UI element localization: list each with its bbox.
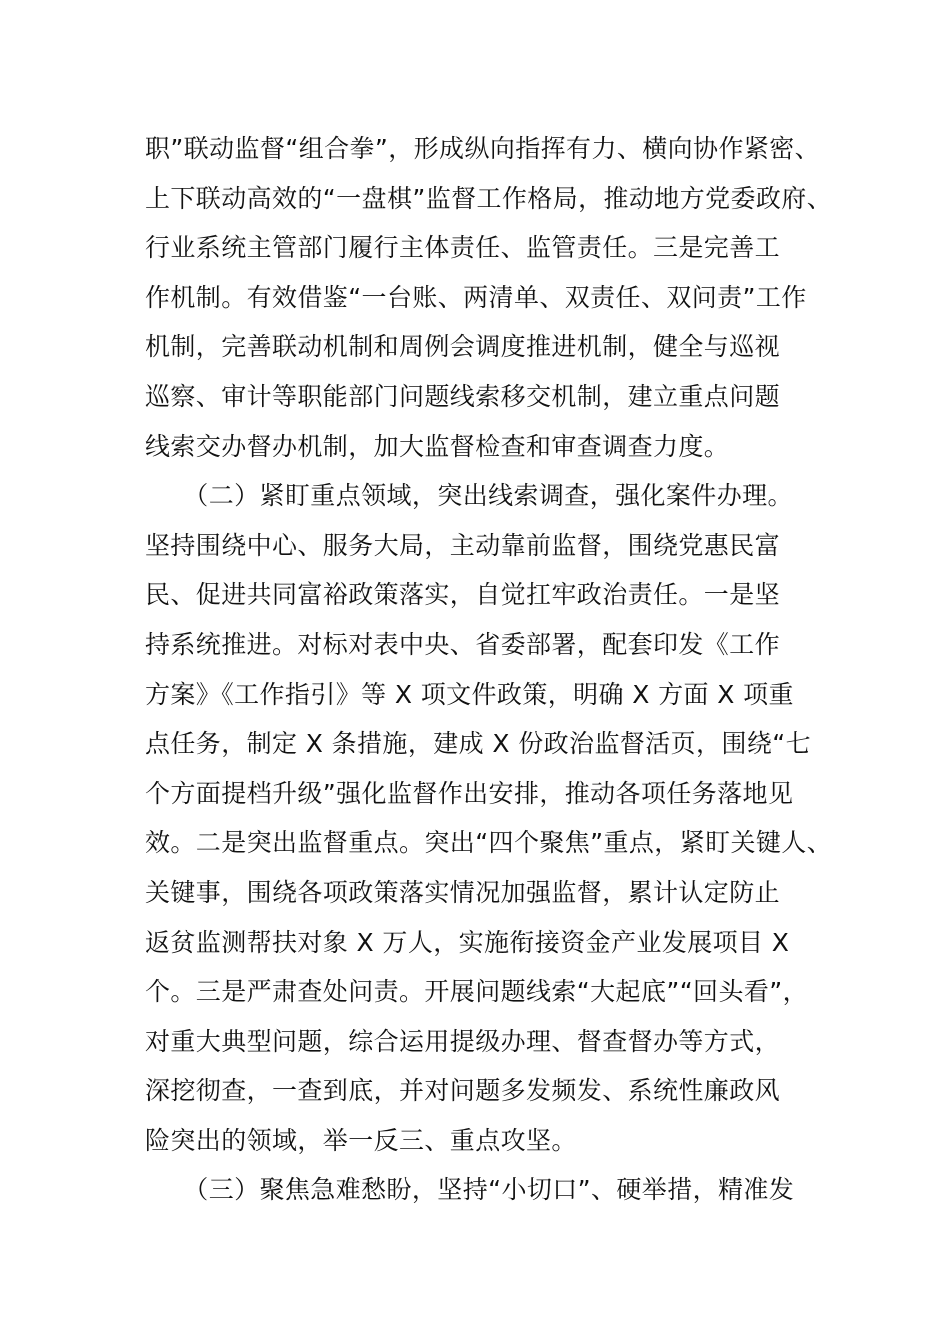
text-line-17: 返贫监测帮扶对象 X 万人，实施衔接资金产业发展项目 X [145, 927, 790, 957]
text-line-3: 行业系统主管部门履行主体责任、监管责任。三是完善工 [145, 233, 781, 263]
text-line-15: 效。二是突出监督重点。突出“四个聚焦”重点，紧盯关键人、 [145, 828, 833, 858]
text-line-5: 机制，完善联动机制和周例会调度推进机制，健全与巡视 [145, 332, 781, 362]
text-line-14: 个方面提档升级”强化监督作出安排，推动各项任务落地见 [145, 778, 794, 808]
text-line-11: 持系统推进。对标对表中央、省委部署，配套印发《工作 [145, 629, 781, 659]
text-line-20: 深挖彻查，一查到底，并对问题多发频发、系统性廉政风 [145, 1076, 781, 1106]
text-line-12: 方案》《工作指引》等 X 项文件政策，明确 X 方面 X 项重 [145, 679, 794, 709]
section-heading-3: （三）聚焦急难愁盼，坚持“小切口”、硬举措，精准发 [145, 1175, 795, 1205]
text-line-18: 个。三是严肃查处问责。开展问题线索“大起底”“回头看”， [145, 977, 809, 1007]
text-line-16: 关键事，围绕各项政策落实情况加强监督，累计认定防止 [145, 877, 781, 907]
text-line-6: 巡察、审计等职能部门问题线索移交机制，建立重点问题 [145, 381, 781, 411]
section-heading-2: （二）紧盯重点领域，突出线索调查，强化案件办理。 [145, 481, 793, 511]
text-line-7: 线索交办督办机制，加大监督检查和审查调查力度。 [145, 431, 730, 461]
text-line-13: 点任务，制定 X 条措施，建成 X 份政治监督活页，围绕“七 [145, 729, 811, 759]
text-line-1: 职”联动监督“组合拳”，形成纵向指挥有力、横向协作紧密、 [145, 134, 821, 163]
text-line-2: 上下联动高效的“一盘棋”监督工作格局，推动地方党委政府、 [145, 183, 833, 213]
body-text [145, 124, 833, 1215]
text-line-10: 民、促进共同富裕政策落实，自觉扛牢政治责任。一是坚 [145, 580, 781, 610]
text-line-21: 险突出的领域，举一反三、重点攻坚。 [145, 1125, 577, 1155]
text-line-4: 作机制。有效借鉴“一台账、两清单、双责任、双问责”工作 [145, 282, 807, 312]
text-line-19: 对重大典型问题，综合运用提级办理、督查督办等方式， [145, 1026, 781, 1056]
text-line-9: 坚持围绕中心、服务大局，主动靠前监督，围绕党惠民富 [145, 530, 781, 560]
